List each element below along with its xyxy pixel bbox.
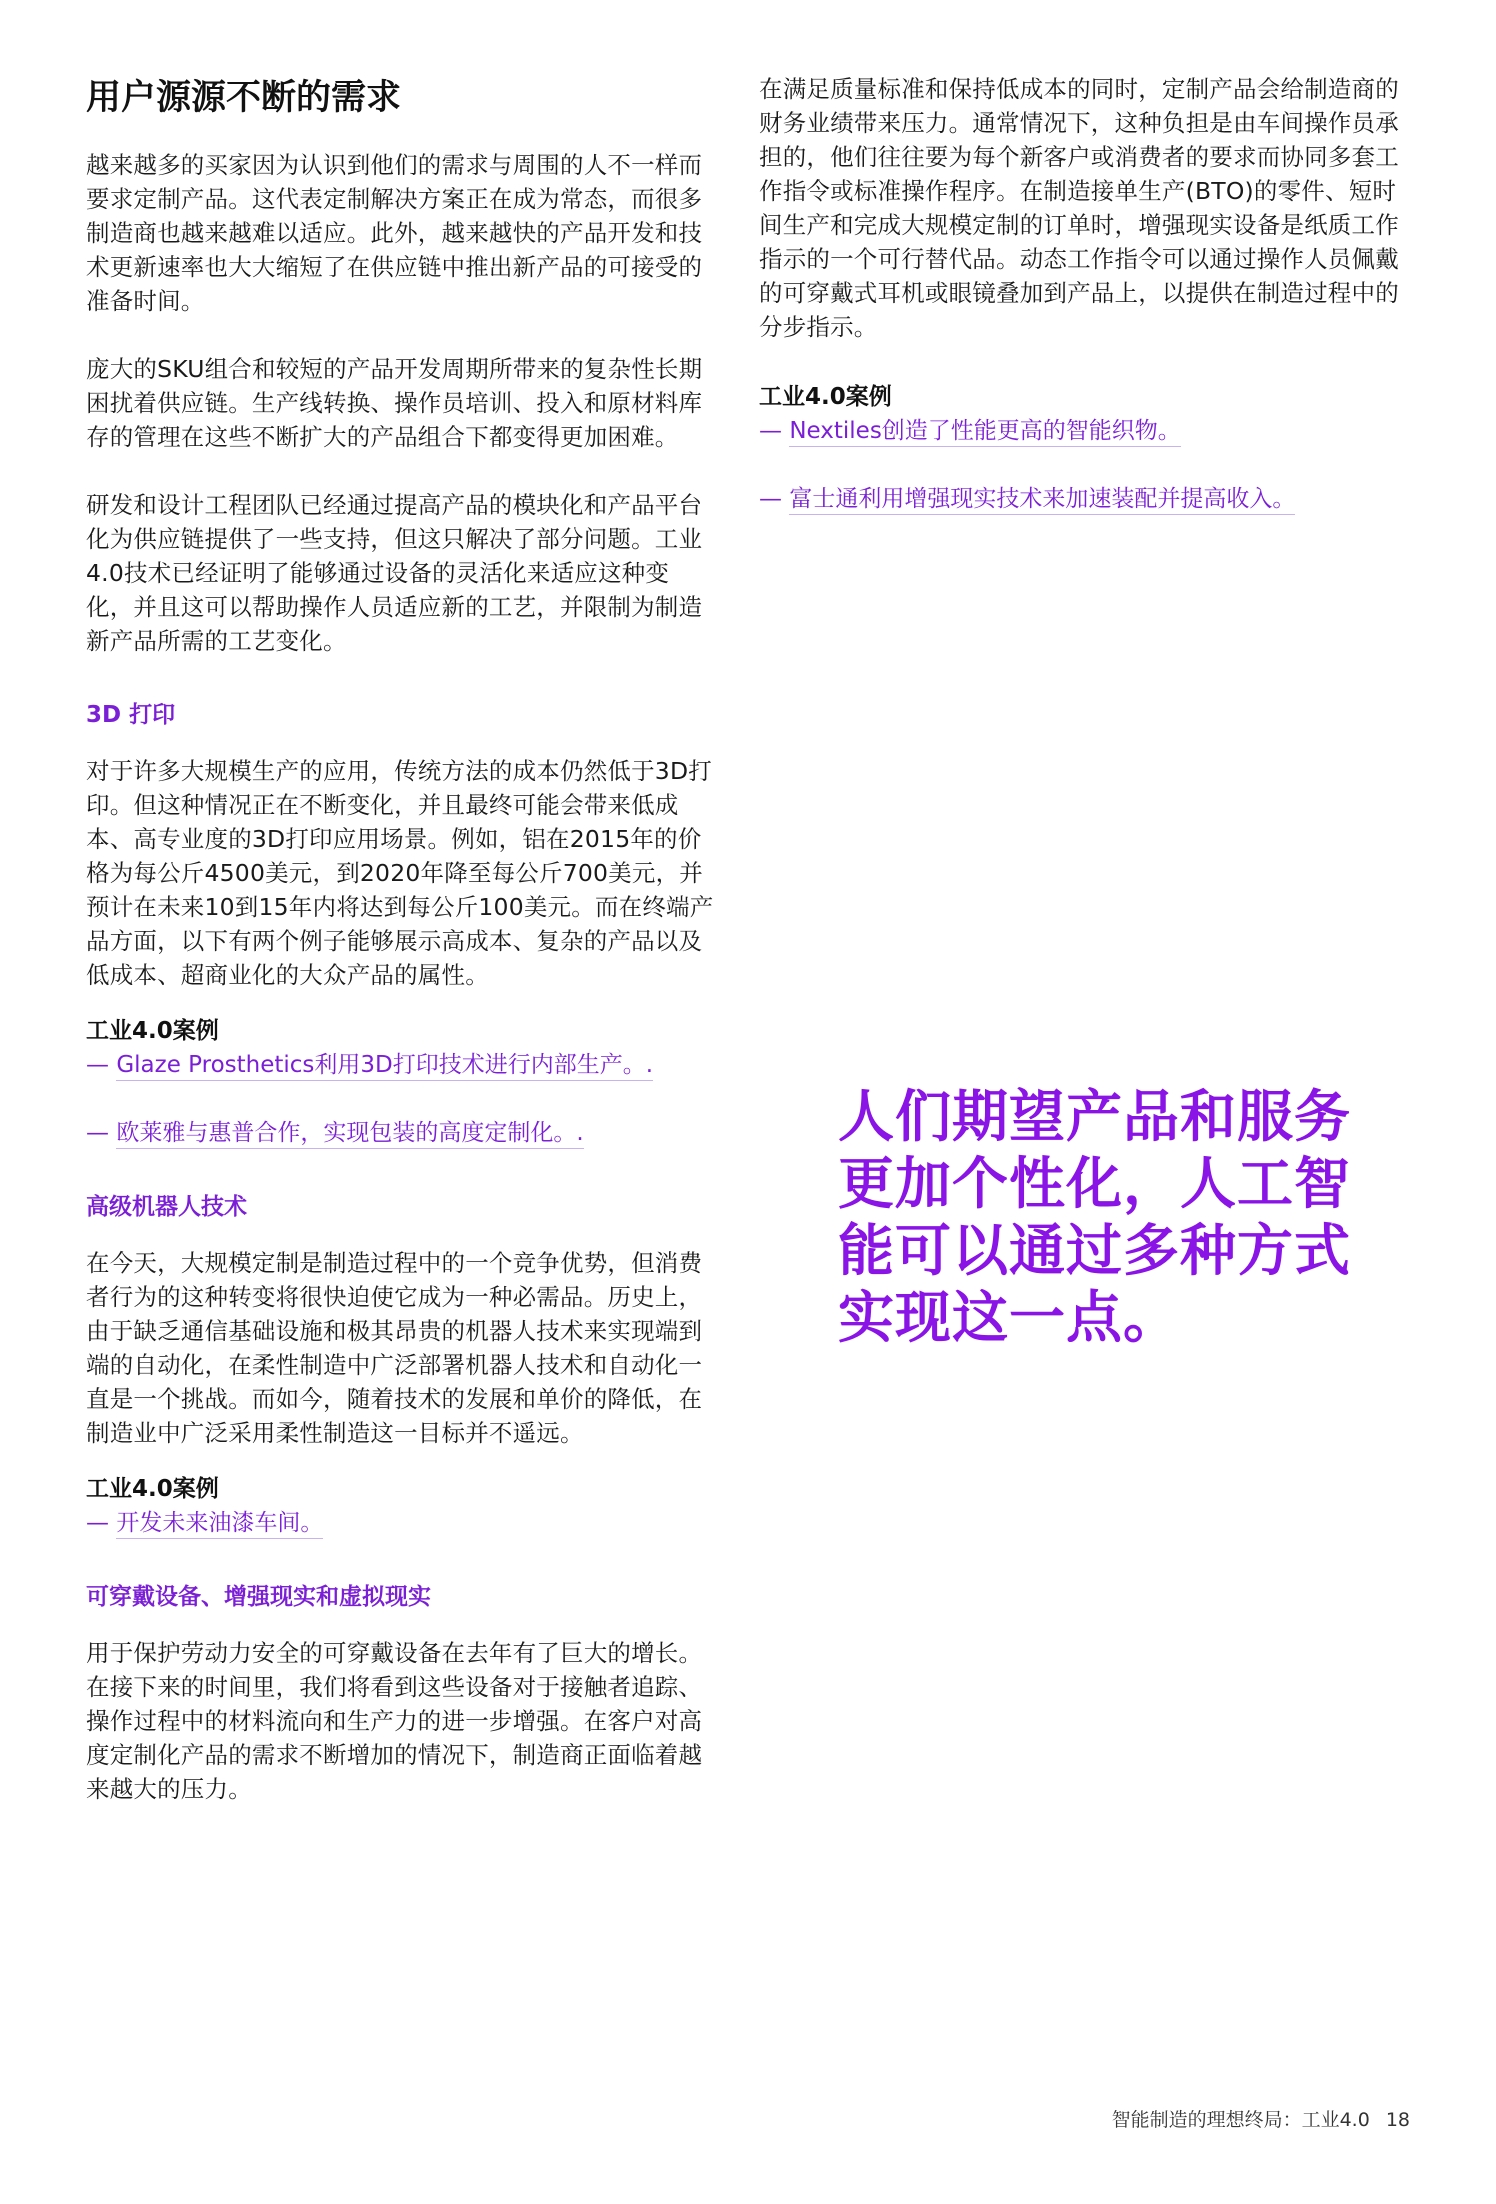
cases-label-right: 工业4.0案例 — [759, 384, 892, 410]
case-link-glaze[interactable] — [86, 1048, 716, 1082]
cases-list-3d-printing — [86, 1048, 716, 1150]
pull-quote: 人们期望产品和服务更加个性化，人工智能可以通过多种方式实现这一点。 — [838, 1085, 1351, 1351]
case-link-text[interactable]: Glaze Prosthetics利用3D打印技术进行内部生产。. — [116, 1052, 653, 1081]
section-text-wearables: 用于保护劳动力安全的可穿戴设备在去年有了巨大的增长。在接下来的时间里，我们将看到这些设备对于接触者追踪、操作过程中的材料流向和生产力的进一步增强。在客户对高度定制化产品的需求不断增加的情况下，制造商正面临着越来越大的压力。 — [86, 1639, 703, 1803]
section-heading-wearables: 可穿戴设备、增强现实和虚拟现实 — [86, 1584, 431, 1610]
case-link-text[interactable]: Nextiles创造了性能更高的智能织物。 — [789, 418, 1181, 447]
case-link-paint-shop[interactable] — [86, 1506, 716, 1540]
page-number: 18 — [1385, 2109, 1410, 2131]
dash-marker: — — [759, 486, 790, 512]
right-paragraph: 在满足质量标准和保持低成本的同时，定制产品会给制造商的财务业绩带来压力。通常情况下，这种负担是由车间操作员承担的，他们往往要为每个新客户或消费者的要求而协同多套工作指令或标准操作程序。在制造接单生产(BTO)的零件、短时间生产和完成大规模定制的订单时，增强现实设备是纸质工作指示的一个可行替代品。动态工作指令可以通过操作人员佩戴的可穿戴式耳机或眼镜叠加到产品上，以提供在制造过程中的分步指示。 — [759, 75, 1399, 341]
intro-paragraph-1: 越来越多的买家因为认识到他们的需求与周围的人不一样而要求定制产品。这代表定制解决方案正在成为常态，而很多制造商也越来越难以适应。此外，越来越快的产品开发和技术更新速率也大大缩短了在供应链中推出新产品的可接受的准备时间。 — [86, 151, 703, 315]
page-footer — [1112, 2108, 1410, 2132]
cases-label-3d-printing: 工业4.0案例 — [86, 1018, 219, 1044]
section-heading-3d-printing: 3D 打印 — [86, 702, 176, 728]
right-column — [759, 72, 1399, 550]
cases-list-right — [759, 414, 1399, 516]
intro-paragraph-2: 庞大的SKU组合和较短的产品开发周期所带来的复杂性长期困扰着供应链。生产线转换、操作员培训、投入和原材料库存的管理在这些不断扩大的产品组合下都变得更加困难。 — [86, 355, 703, 451]
dash-marker: — — [86, 1510, 117, 1536]
left-column — [86, 72, 716, 1840]
cases-label-robotics: 工业4.0案例 — [86, 1476, 219, 1502]
case-link-text[interactable]: 富士通利用增强现实技术来加速装配并提高收入。 — [789, 486, 1295, 515]
section-text-robotics: 在今天，大规模定制是制造过程中的一个竞争优势，但消费者行为的这种转变将很快迫使它成为一种必需品。历史上，由于缺乏通信基础设施和极其昂贵的机器人技术来实现端到端的自动化，在柔性制造中广泛部署机器人技术和自动化一直是一个挑战。而如今，随着技术的发展和单价的降低，在制造业中广泛采用柔性制造这一目标并不遥远。 — [86, 1249, 703, 1447]
dash-marker: — — [86, 1052, 117, 1078]
case-link-fujitsu[interactable] — [759, 482, 1399, 516]
dash-marker: — — [86, 1120, 117, 1146]
case-link-text[interactable]: 欧莱雅与惠普合作，实现包装的高度定制化。. — [116, 1120, 583, 1149]
page-title: 用户源源不断的需求 — [86, 78, 402, 118]
intro-paragraph-3: 研发和设计工程团队已经通过提高产品的模块化和产品平台化为供应链提供了一些支持，但这只解决了部分问题。工业4.0技术已经证明了能够通过设备的灵活化来适应这种变化，并且这可以帮助操作人员适应新的工艺，并限制为制造新产品所需的工艺变化。 — [86, 491, 703, 655]
case-link-nextiles[interactable] — [759, 414, 1399, 448]
section-heading-robotics: 高级机器人技术 — [86, 1194, 247, 1220]
case-link-loreal[interactable] — [86, 1116, 716, 1150]
section-text-3d-printing: 对于许多大规模生产的应用，传统方法的成本仍然低于3D打印。但这种情况正在不断变化，并且最终可能会带来低成本、高专业度的3D打印应用场景。例如，铝在2015年的价格为每公斤4500美元，到2020年降至每公斤700美元，并预计在未来10到15年内将达到每公斤100美元。而在终端产品方面，以下有两个例子能够展示高成本、复杂的产品以及低成本、超商业化的大众产品的属性。 — [86, 757, 714, 989]
footer-title: 智能制造的理想终局：工业4.0 — [1111, 2109, 1370, 2131]
dash-marker: — — [759, 418, 790, 444]
cases-list-robotics — [86, 1506, 716, 1540]
case-link-text[interactable]: 开发未来油漆车间。 — [116, 1510, 323, 1539]
